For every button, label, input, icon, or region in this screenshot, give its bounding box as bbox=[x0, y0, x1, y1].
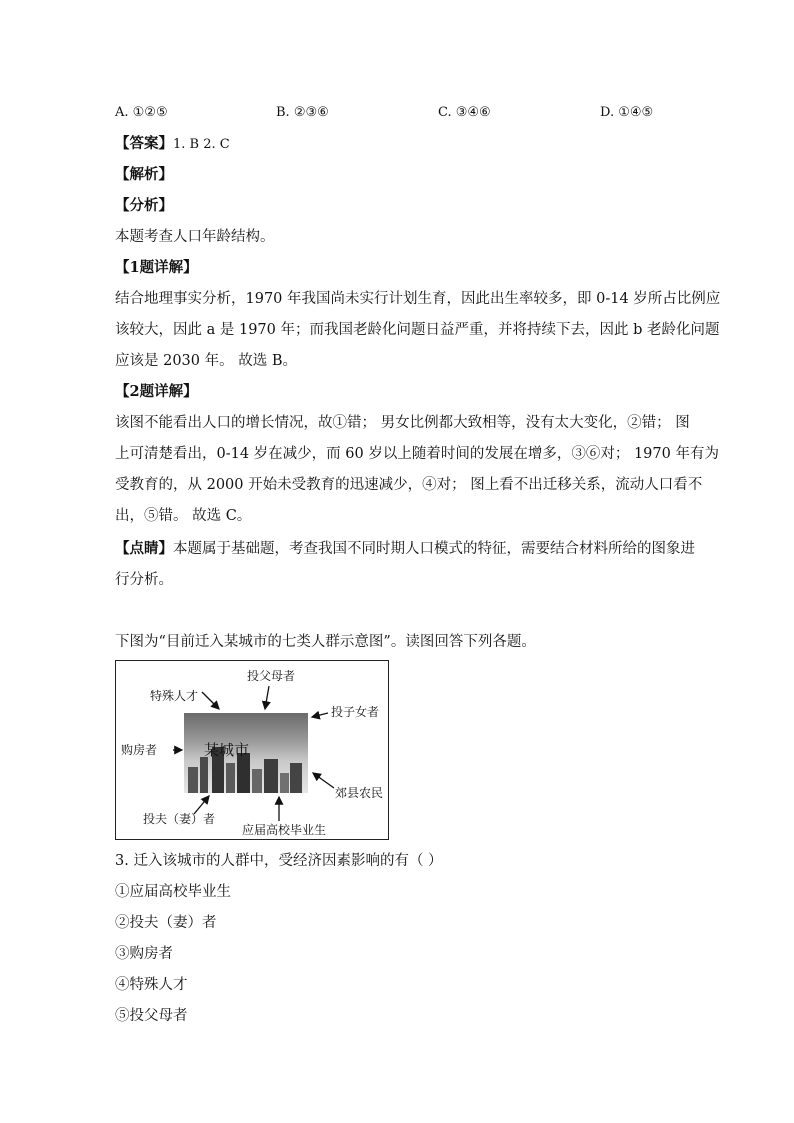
option-c: C. ③④⑥ bbox=[438, 105, 491, 120]
q2-line-4: 出，⑤错。 故选 C。 bbox=[115, 508, 252, 524]
analysis-tag: 【解析】 bbox=[115, 166, 173, 183]
label-talent: 特殊人才 bbox=[150, 689, 199, 703]
migration-figure bbox=[115, 660, 389, 840]
answer-text: 1. B 2. C bbox=[173, 137, 230, 152]
dianjing-line-1 bbox=[115, 539, 695, 559]
answer-line bbox=[115, 134, 230, 155]
label-children: 投子女者 bbox=[331, 705, 380, 719]
dianjing-line-2: 行分析。 bbox=[115, 572, 173, 588]
question3-stem: 3. 迁入该城市的人群中，受经济因素影响的有（ ） bbox=[115, 853, 443, 869]
question3-item-3: ③购房者 bbox=[115, 946, 173, 962]
label-spouse: 投夫（妻）者 bbox=[143, 812, 216, 826]
q1-tag: 【1题详解】 bbox=[115, 259, 198, 276]
option-d: D. ①④⑤ bbox=[600, 105, 654, 120]
label-graduates: 应届高校毕业生 bbox=[242, 823, 327, 837]
q2-line-3: 受教育的，从 2000 开始未受教育的迅速减少，④对； 图上看不出迁移关系，流动人口看不 bbox=[115, 477, 703, 493]
q1-line-1: 结合地理事实分析，1970 年我国尚未实行计划生育，因此出生率较多，即 0-14 岁所占比例应 bbox=[115, 291, 721, 307]
fenxi-text: 本题考查人口年龄结构。 bbox=[115, 229, 275, 245]
q1-line-3: 应该是 2030 年。 故选 B。 bbox=[115, 353, 297, 369]
option-a: A. ①②⑤ bbox=[115, 105, 168, 120]
question3-item-5: ⑤投父母者 bbox=[115, 1008, 188, 1024]
figure-intro: 下图为“目前迁入某城市的七类人群示意图”。读图回答下列各题。 bbox=[115, 634, 536, 650]
label-farmers: 郊县农民 bbox=[335, 786, 384, 800]
fenxi-tag: 【分析】 bbox=[115, 197, 173, 214]
option-b: B. ②③⑥ bbox=[276, 105, 329, 120]
city-label: 某城市 bbox=[204, 741, 250, 759]
answer-tag: 【答案】 bbox=[115, 135, 173, 152]
label-parents: 投父母者 bbox=[247, 669, 296, 683]
q1-line-2: 该较大，因此 a 是 1970 年；而我国老龄化问题日益严重，并将持续下去，因此 b 老龄化问题 bbox=[115, 322, 720, 338]
label-buyers: 购房者 bbox=[121, 743, 158, 757]
question3-item-2: ②投夫（妻）者 bbox=[115, 915, 217, 931]
dianjing-text: 本题属于基础题，考查我国不同时期人口模式的特征，需要结合材料所给的图象进 bbox=[173, 541, 695, 557]
question3-item-4: ④特殊人才 bbox=[115, 977, 188, 993]
q2-line-2: 上可清楚看出，0-14 岁在减少，而 60 岁以上随着时间的发展在增多，③⑥对； 1970 年有为 bbox=[115, 446, 719, 462]
q2-tag: 【2题详解】 bbox=[115, 383, 198, 400]
dianjing-tag: 【点睛】 bbox=[115, 540, 173, 557]
question3-item-1: ①应届高校毕业生 bbox=[115, 884, 231, 900]
q2-line-1: 该图不能看出人口的增长情况，故①错； 男女比例都大致相等，没有太大变化，②错； 图 bbox=[115, 415, 690, 431]
